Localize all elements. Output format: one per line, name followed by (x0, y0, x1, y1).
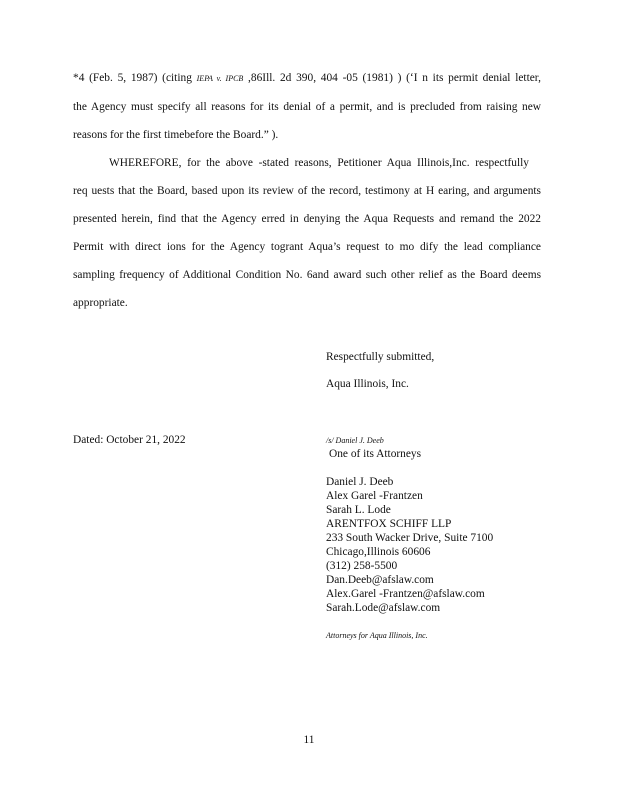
para2-line-4: sampling frequency of Additional Condition No. 6and award such other relief as the Board deems (73, 269, 541, 281)
attorney-line-firm: ARENTFOX SCHIFF LLP (326, 518, 452, 530)
para2-line-3: Permit with direct ions for the Agency togrant Aqua’s request to mo dify the lead compliance (73, 241, 541, 253)
para2-line-2: presented herein, find that the Agency erred in denying the Aqua Requests and remand the 2022 (73, 213, 541, 225)
attorney-line-name-garel: Alex Garel -Frantzen (326, 490, 423, 502)
body-line-1 (73, 71, 541, 86)
respectfully-submitted: Respectfully submitted, (326, 351, 435, 363)
attorney-email-deeb: Dan.Deeb@afslaw.com (326, 574, 434, 586)
case-party-iepa: IEPA (196, 74, 213, 83)
attorney-line-name-deeb: Daniel J. Deeb (326, 476, 394, 488)
wherefore-line: WHEREFORE, for the above -stated reasons, Petitioner Aqua Illinois,Inc. respectfully (109, 157, 529, 169)
one-of-its-attorneys: One of its Attorneys (329, 448, 422, 460)
dated-line: Dated: October 21, 2022 (73, 434, 186, 446)
case-versus: v. (212, 74, 226, 83)
body-line-3: reasons for the first timebefore the Board.” ). (73, 129, 279, 141)
attorney-line-city: Chicago,Illinois 60606 (326, 546, 431, 558)
para2-line-1: req uests that the Board, based upon its review of the record, testimony at H earing, and arguments (73, 185, 541, 197)
body-line-2: the Agency must specify all reasons for its denial of a permit, and is precluded from raising new (73, 101, 541, 113)
citation-text: *4 (Feb. 5, 1987) (citing (73, 72, 197, 84)
attorneys-for-line: Attorneys for Aqua Illinois, Inc. (326, 631, 428, 640)
attorney-line-phone: (312) 258-5500 (326, 560, 398, 572)
attorney-line-name-lode: Sarah L. Lode (326, 504, 391, 516)
citation-continuation: ,86Ill. 2d 390, 404 -05 (1981) ) (‘I n its permit denial letter, (243, 72, 541, 84)
para2-line-5: appropriate. (73, 297, 128, 309)
electronic-signature: /s/ Daniel J. Deeb (326, 436, 384, 445)
company-name: Aqua Illinois, Inc. (326, 378, 409, 390)
attorney-email-lode: Sarah.Lode@afslaw.com (326, 602, 441, 614)
case-party-ipcb: IPCB (225, 74, 244, 83)
page-number: 11 (303, 734, 315, 746)
attorney-line-street: 233 South Wacker Drive, Suite 7100 (326, 532, 494, 544)
attorney-email-garel: Alex.Garel -Frantzen@afslaw.com (326, 588, 485, 600)
attorney-block (326, 475, 493, 615)
